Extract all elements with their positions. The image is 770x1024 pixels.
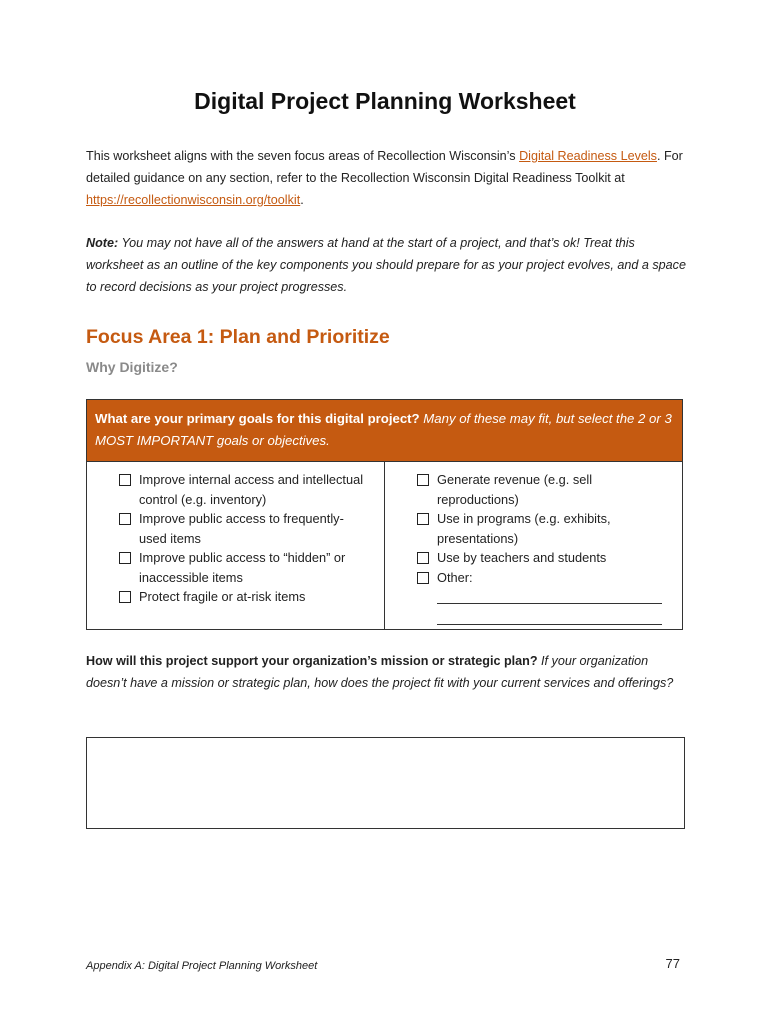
intro-paragraph — [86, 145, 686, 211]
note-paragraph — [86, 232, 686, 298]
goal-option-generate-revenue[interactable] — [417, 470, 667, 509]
checkbox[interactable] — [417, 552, 429, 564]
goal-option-other[interactable] — [417, 568, 667, 588]
checkbox[interactable] — [119, 591, 131, 603]
mission-question: How will this project support your organization’s mission or strategic plan? — [86, 654, 538, 668]
option-label: Use by teachers and students — [437, 550, 607, 565]
goal-option-use-in-programs[interactable] — [417, 509, 667, 548]
checkbox[interactable] — [119, 552, 131, 564]
mission-answer-box[interactable] — [86, 737, 685, 829]
goal-option-public-access-frequent[interactable] — [119, 509, 369, 548]
other-write-in-line-2[interactable] — [437, 624, 662, 625]
why-digitize-subheading: Why Digitize? — [86, 359, 178, 375]
intro-text-1: This worksheet aligns with the seven focus areas of Recollection Wisconsin’s — [86, 149, 520, 163]
option-label: Other: — [437, 569, 473, 585]
option-label: Protect fragile or at-risk items — [139, 589, 306, 604]
other-write-in-line-1[interactable] — [437, 603, 662, 604]
goals-hint: Many of these may fit, but select the 2 or 3 MOST IMPORTANT goals or objectives. — [95, 411, 672, 448]
note-label: Note: — [86, 236, 119, 250]
option-label: Use in programs (e.g. exhibits, presentations) — [437, 511, 611, 546]
goals-question: What are your primary goals for this digital project? — [95, 411, 420, 426]
goals-right-column — [417, 470, 667, 625]
option-label: Improve internal access and intellectual control (e.g. inventory) — [139, 472, 364, 507]
digital-readiness-levels-link[interactable]: Digital Readiness Levels — [519, 149, 657, 163]
option-label: Improve public access to frequently-used items — [139, 511, 344, 546]
goals-left-column — [119, 470, 369, 607]
checkbox[interactable] — [417, 474, 429, 486]
checkbox[interactable] — [417, 572, 429, 584]
goal-option-public-access-hidden[interactable] — [119, 548, 369, 587]
page-title: Digital Project Planning Worksheet — [194, 88, 576, 114]
option-label: Generate revenue (e.g. sell reproductions) — [437, 472, 593, 507]
goal-option-protect-fragile[interactable] — [119, 587, 369, 607]
focus-area-heading: Focus Area 1: Plan and Prioritize — [86, 326, 390, 348]
mission-hint: If your organization doesn’t have a mission or strategic plan, how does the project fit with your current services and offerings? — [86, 654, 674, 690]
note-text: You may not have all of the answers at hand at the start of a project, and that’s ok! Treat this worksheet as an outline of the key components you should prepare for as your project evolves, and a space to record decisions as your project progresses. — [86, 236, 686, 294]
checkbox[interactable] — [417, 513, 429, 525]
intro-text-2: . For detailed guidance on any section, refer to the Recollection Wisconsin Digital Readiness Toolkit at — [86, 149, 683, 185]
intro-text-3: . — [300, 193, 304, 207]
goal-option-internal-access[interactable] — [119, 470, 369, 509]
goal-option-teachers-students[interactable] — [417, 548, 667, 568]
mission-question-paragraph — [86, 650, 686, 694]
checkbox[interactable] — [119, 513, 131, 525]
option-label: Improve public access to “hidden” or inaccessible items — [139, 550, 346, 585]
checkbox[interactable] — [119, 474, 131, 486]
page-number: 77 — [665, 956, 680, 971]
footer-text: Appendix A: Digital Project Planning Worksheet — [86, 960, 318, 972]
toolkit-link[interactable]: https://recollectionwisconsin.org/toolkit — [86, 193, 301, 207]
goals-question-header — [87, 400, 682, 462]
column-divider — [384, 462, 385, 630]
goals-table — [86, 399, 683, 630]
